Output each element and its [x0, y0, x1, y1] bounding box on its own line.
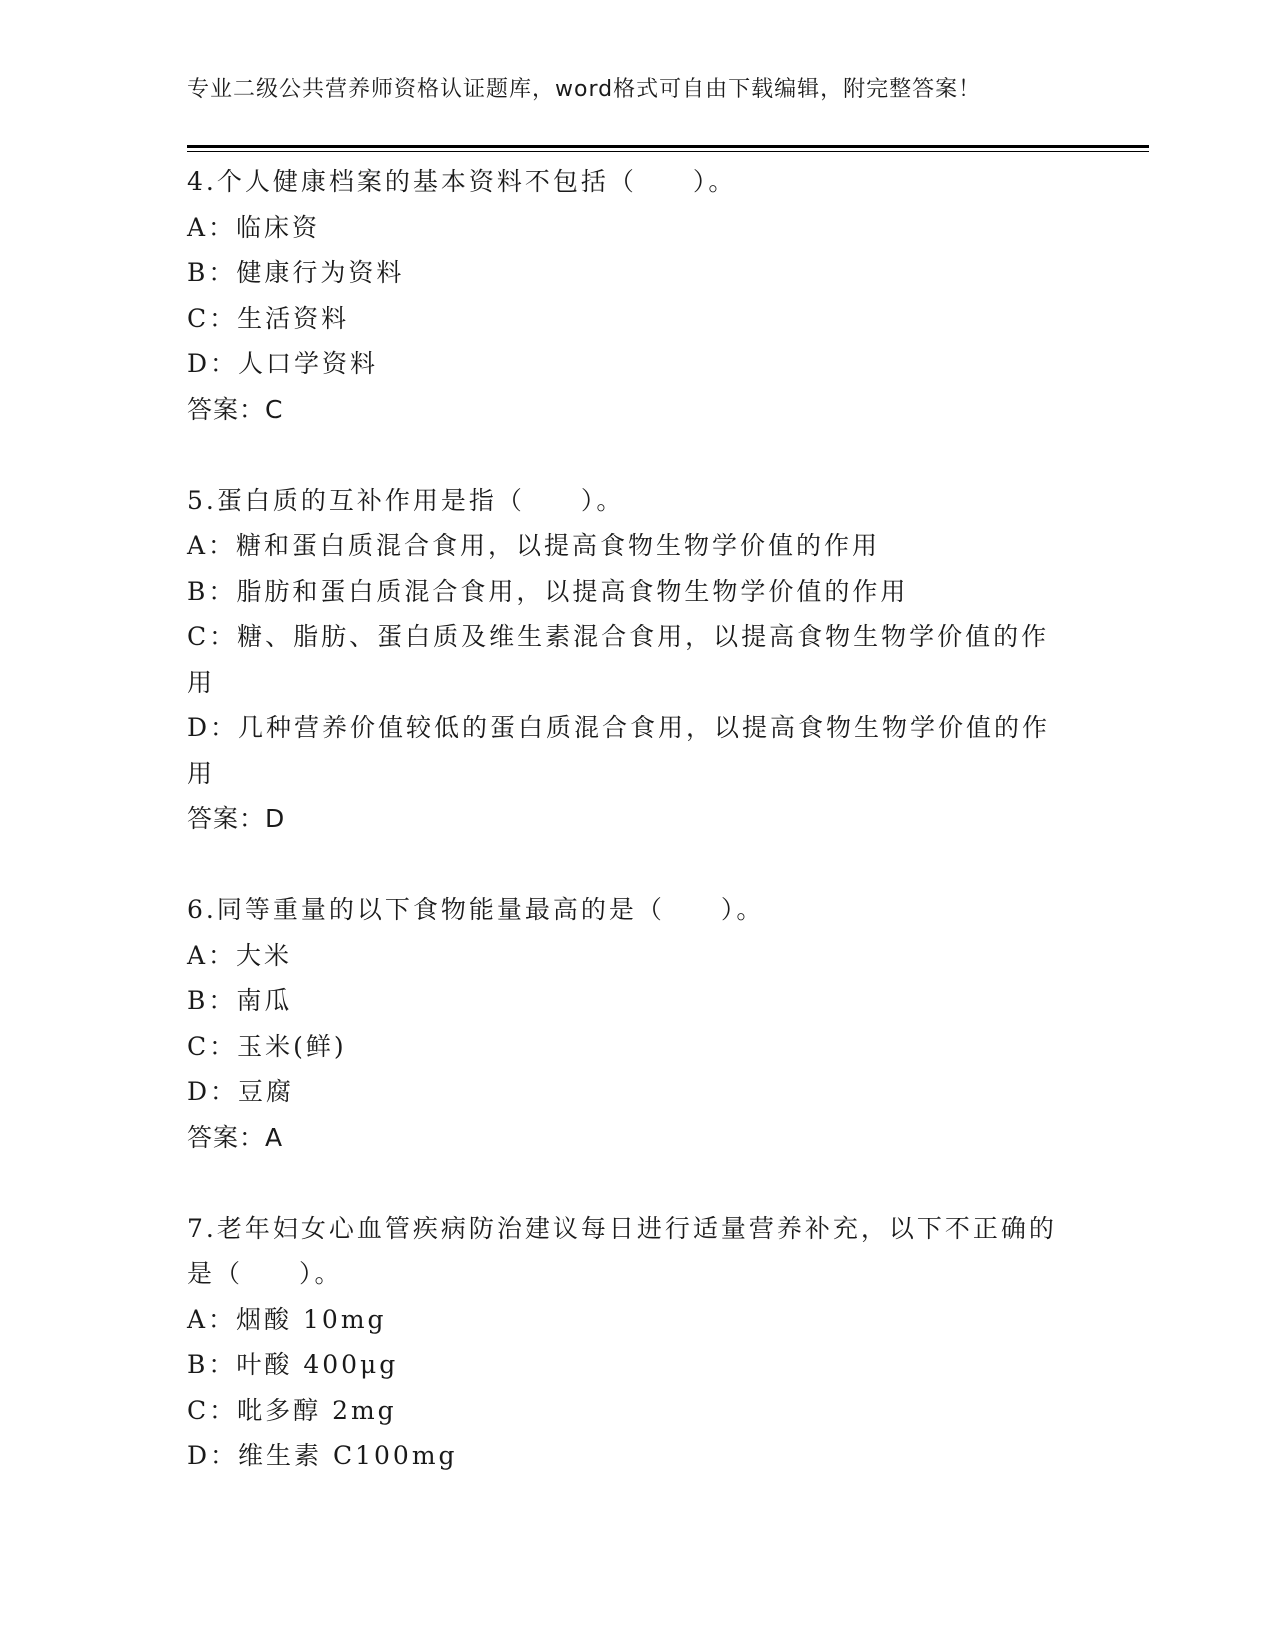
question-list: [187, 159, 1067, 1479]
option-c: C：糖、脂肪、蛋白质及维生素混合食用，以提高食物生物学价值的作用: [187, 622, 1050, 697]
option-d: D：几种营养价值较低的蛋白质混合食用，以提高食物生物学价值的作用: [187, 713, 1051, 788]
option-a: A：烟酸 10mg: [187, 1304, 387, 1334]
answer: 答案：A: [187, 1122, 284, 1152]
option-d: D：维生素 C100mg: [187, 1441, 458, 1470]
option-b: B：南瓜: [187, 986, 293, 1015]
header-rule-thick: [187, 145, 1149, 148]
question-5: [187, 478, 1067, 842]
option-d: D：豆腐: [187, 1077, 295, 1106]
option-a: A：临床资: [187, 212, 321, 242]
question-stem: 5.蛋白质的互补作用是指（ ）。: [187, 485, 625, 515]
option-b: B：脂肪和蛋白质混合食用，以提高食物生物学价值的作用: [187, 576, 909, 606]
option-c: C：生活资料: [187, 303, 350, 333]
spacer: [187, 1160, 1067, 1206]
answer: 答案：C: [187, 394, 284, 424]
question-stem: 4.个人健康档案的基本资料不包括（ ）。: [187, 167, 737, 196]
question-stem: 7.老年妇女心血管疾病防治建议每日进行适量营养补充，以下不正确的是（ ）。: [187, 1213, 1057, 1288]
header-rule-thin: [187, 151, 1149, 152]
spacer: [187, 432, 1067, 478]
option-a: A：糖和蛋白质混合食用，以提高食物生物学价值的作用: [187, 531, 881, 560]
question-6: [187, 887, 1067, 1160]
option-b: B：健康行为资料: [187, 258, 405, 287]
document-header: 专业二级公共营养师资格认证题库，word格式可自由下载编辑，附完整答案！: [187, 77, 982, 102]
spacer: [187, 842, 1067, 888]
option-c: C：玉米(鲜): [187, 1031, 347, 1061]
option-d: D：人口学资料: [187, 349, 379, 378]
question-stem: 6.同等重量的以下食物能量最高的是（ ）。: [187, 895, 765, 924]
answer: 答案：D: [187, 804, 286, 833]
option-c: C：吡多醇 2mg: [187, 1395, 397, 1425]
option-a: A：大米: [187, 940, 293, 970]
question-4: [187, 159, 1067, 432]
question-7: [187, 1206, 1067, 1479]
option-b: B：叶酸 400μg: [187, 1350, 399, 1379]
